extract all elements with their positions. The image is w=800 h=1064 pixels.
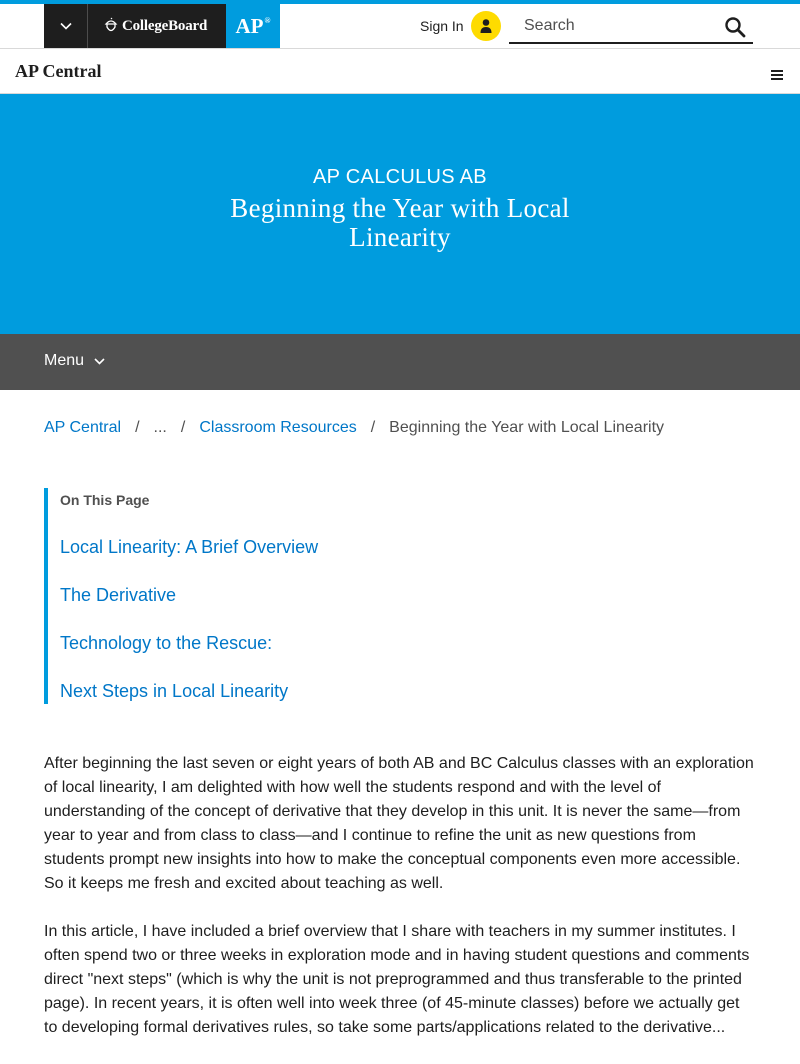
search-bar [509,10,753,44]
breadcrumb-current-page: Beginning the Year with Local Linearity [389,419,665,436]
section-menu-bar [0,334,800,390]
user-icon [471,11,501,41]
course-label: AP CALCULUS AB [313,166,487,188]
search-icon[interactable] [723,15,747,39]
acorn-icon [104,18,118,34]
breadcrumb-ellipsis[interactable]: ... [153,419,167,436]
breadcrumb-link-classroom-resources[interactable]: Classroom Resources [199,419,357,436]
college-board-logo[interactable] [88,4,226,48]
on-this-page-nav [44,488,754,704]
toc-link-next-steps[interactable]: Next Steps in Local Linearity [60,681,289,701]
registered-mark: ® [264,15,271,25]
toc-link-the-derivative[interactable]: The Derivative [60,585,177,605]
article-paragraph: In this article, I have included a brief overview that I share with teachers in my summer institutes. I often spend two or three weeks in exploration mode and in having student questions and comments direct "next steps" (which is why the unit is not preprogrammed and thus transferable to the printed page). In recent years, it is often well into week three (of 45-minute classes) before we actually get to developing formal derivatives rules, so take some parts/applications related to the derivative... [44,923,750,1036]
section-menu-toggle[interactable] [44,352,105,370]
breadcrumb-separator: / [370,419,376,436]
ap-logo[interactable] [226,4,280,48]
breadcrumb [44,418,664,438]
global-header [0,4,800,49]
ap-wordmark: AP [235,13,264,38]
breadcrumb-separator: / [180,419,186,436]
toc-heading: On This Page [60,492,150,508]
college-board-wordmark: CollegeBoard [122,17,208,34]
hamburger-icon[interactable] [771,68,783,80]
chevron-down-icon [94,358,105,365]
sign-in-button[interactable] [420,11,501,41]
site-title[interactable]: AP Central [15,61,102,81]
widget-menu-toggle[interactable] [44,4,88,48]
toc-link-technology-to-the-rescue[interactable]: Technology to the Rescue: [60,633,273,653]
article-paragraph: After beginning the last seven or eight years of both AB and BC Calculus classes with an exploration of local linearity, I am delighted with how well the students respond and with the level of understanding of the concept of derivative that they develop in this unit. It is never the same—from year to year and from class to class—and I continue to refine the unit as new questions from students prompt new insights into how to make the conceptual components even more accessible. So it keeps me fresh and excited about teaching as well. [44,755,754,892]
breadcrumb-link-ap-central[interactable]: AP Central [44,419,122,436]
site-bar [0,49,800,94]
toc-link-local-linearity-overview[interactable]: Local Linearity: A Brief Overview [60,537,319,557]
page-title: Beginning the Year with Local Linearity [230,193,570,252]
menu-label: Menu [44,352,85,369]
search-input[interactable] [524,16,714,36]
hero-banner [0,94,800,334]
breadcrumb-separator: / [135,419,140,436]
article-body [44,752,756,1064]
sign-in-label: Sign In [420,18,464,34]
chevron-down-icon [60,17,72,35]
